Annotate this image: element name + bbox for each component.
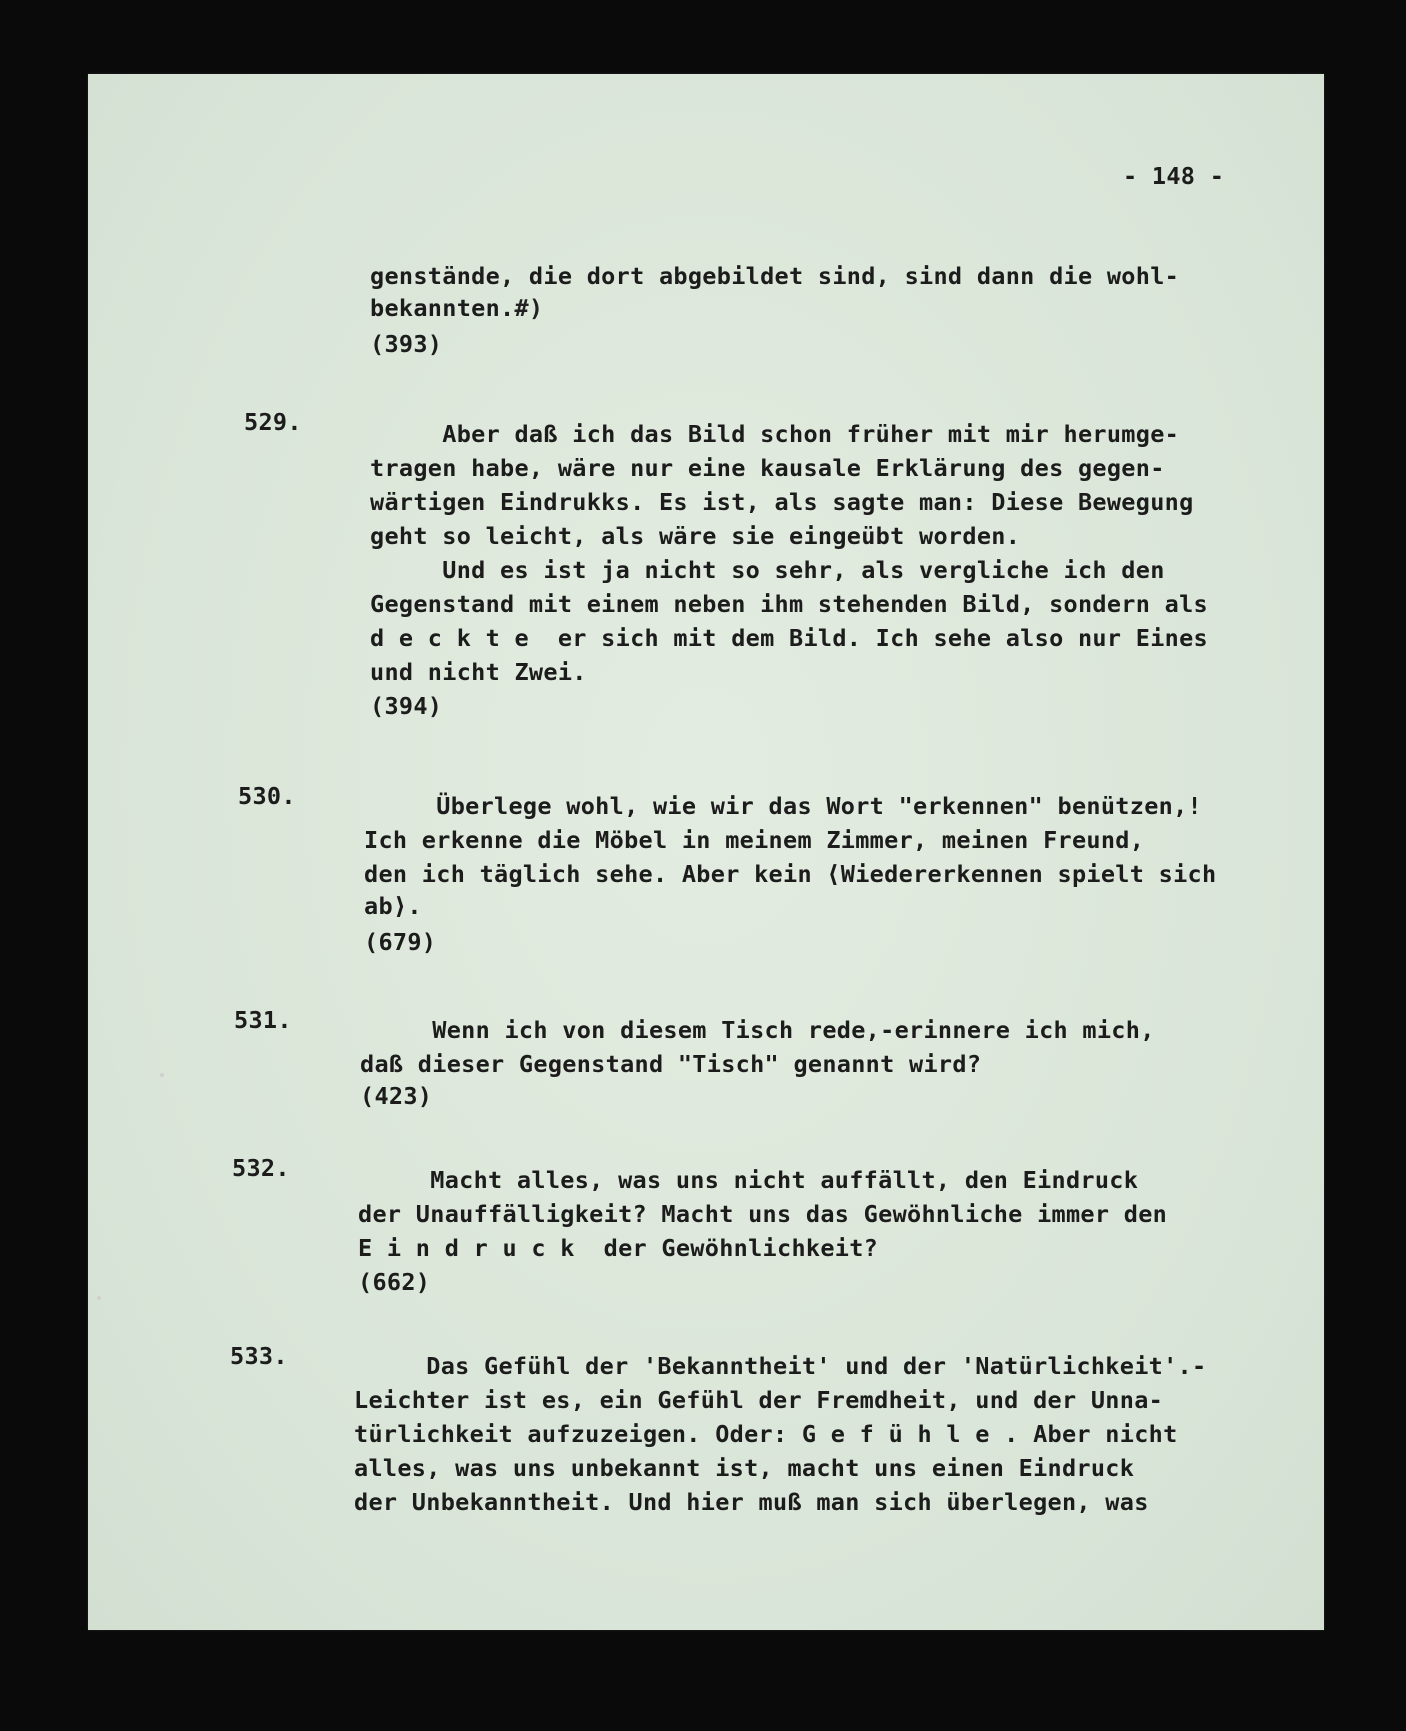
- remark-line: Und es ist ja nicht so sehr, als vergliche ich den: [370, 556, 1165, 584]
- remark-reference: (423): [360, 1082, 433, 1110]
- document-page: [88, 74, 1324, 1630]
- remark-number: 532.: [232, 1154, 290, 1182]
- remark-line: Aber daß ich das Bild schon früher mit mir herumge-: [370, 420, 1180, 448]
- remark-line: E i n d r u c k der Gewöhnlichkeit?: [358, 1234, 879, 1262]
- remark-number: 530.: [238, 782, 296, 810]
- remark-line: geht so leicht, als wäre sie eingeübt worden.: [370, 522, 1021, 550]
- remark-line: Ich erkenne die Möbel in meinem Zimmer, meinen Freund,: [364, 826, 1145, 854]
- remark-line: türlichkeit aufzuzeigen. Oder: G e f ü h l e . Aber nicht: [354, 1420, 1178, 1448]
- remark-line: der Unauffälligkeit? Macht uns das Gewöhnliche immer den: [358, 1200, 1168, 1228]
- remark-line: den ich täglich sehe. Aber kein ⟨Wiedererkennen spielt sich: [364, 860, 1217, 888]
- remark-line: der Unbekanntheit. Und hier muß man sich überlegen, was: [354, 1488, 1149, 1516]
- remark-reference: (662): [358, 1268, 431, 1296]
- handwritten-mark: #): [514, 294, 544, 322]
- remark-number: 531.: [234, 1006, 292, 1034]
- remark-reference: (679): [364, 928, 437, 956]
- remark-line: Wenn ich von diesem Tisch rede,-erinnere ich mich,: [360, 1016, 1155, 1044]
- remark-line: Das Gefühl der 'Bekanntheit' und der 'Natürlichkeit'.-: [354, 1352, 1207, 1380]
- intro-line: bekannten.#): [370, 294, 544, 322]
- remark-number: 529.: [244, 408, 302, 436]
- remark-line: Überlege wohl, wie wir das Wort "erkennen" benützen,!: [364, 792, 1202, 820]
- remark-line: d e c k t e er sich mit dem Bild. Ich sehe also nur Eines: [370, 624, 1208, 652]
- remark-line: Macht alles, was uns nicht auffällt, den Eindruck: [358, 1166, 1139, 1194]
- remark-number: 533.: [230, 1342, 288, 1370]
- remark-line: tragen habe, wäre nur eine kausale Erklärung des gegen-: [370, 454, 1165, 482]
- remark-line: daß dieser Gegenstand "Tisch" genannt wird?: [360, 1050, 982, 1078]
- remark-reference: (394): [370, 692, 443, 720]
- remark-line: und nicht Zwei.: [370, 658, 587, 686]
- remark-line: Gegenstand mit einem neben ihm stehenden Bild, sondern als: [370, 590, 1208, 618]
- remark-line: wärtigen Eindrukks. Es ist, als sagte man: Diese Bewegung: [370, 488, 1194, 516]
- remark-line: ab⟩.: [364, 892, 422, 920]
- remark-line: alles, was uns unbekannt ist, macht uns einen Eindruck: [354, 1454, 1135, 1482]
- remark-line: Leichter ist es, ein Gefühl der Fremdheit, und der Unna-: [354, 1386, 1164, 1414]
- intro-reference: (393): [370, 330, 443, 358]
- intro-line: genstände, die dort abgebildet sind, sind dann die wohl-: [370, 262, 1180, 290]
- page-number: - 148 -: [1123, 162, 1225, 190]
- dust-speck: [160, 1073, 164, 1077]
- dust-speck: [97, 1296, 101, 1300]
